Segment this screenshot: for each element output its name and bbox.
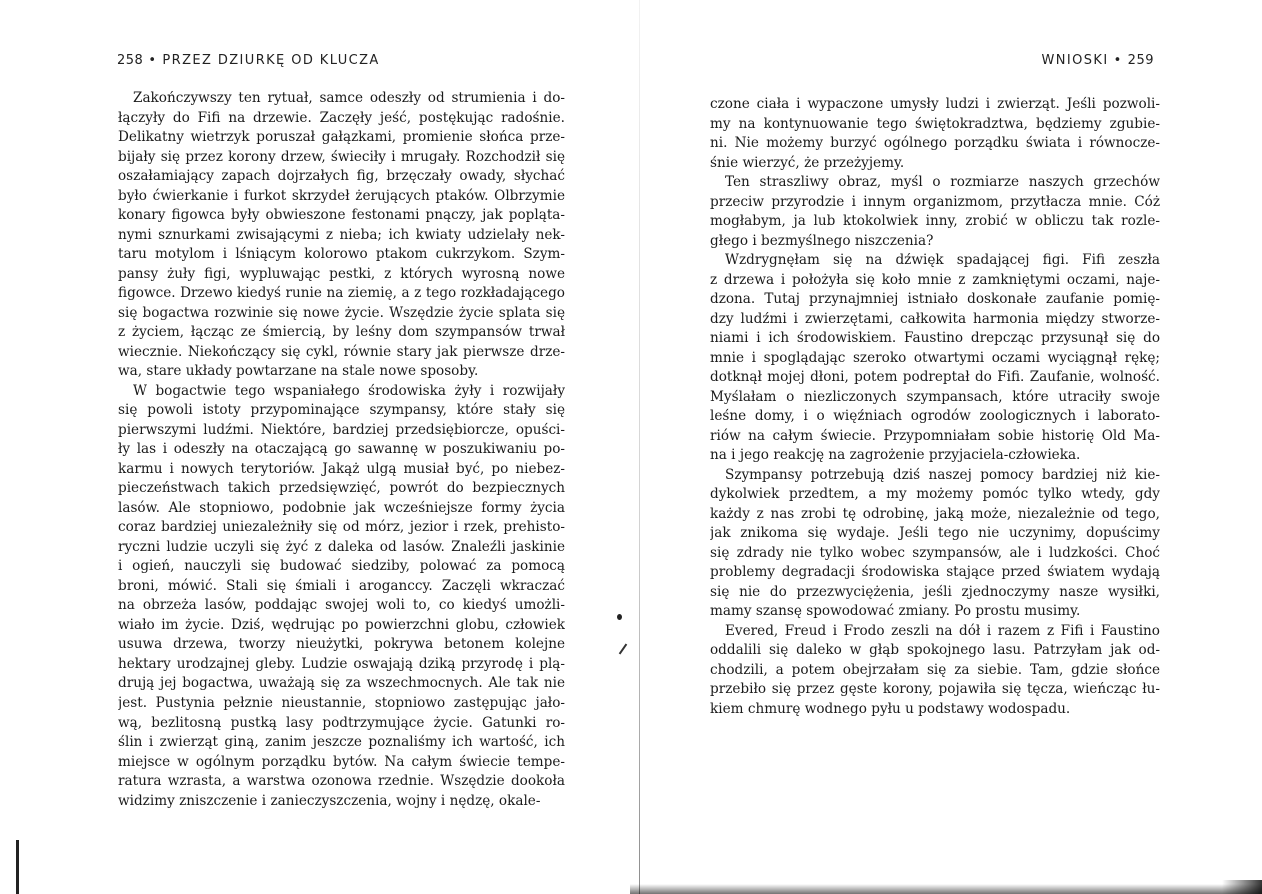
text-line: czone ciała i wypaczone umysły ludzi i zwierząt. Jeśli pozwoli- [710, 96, 1160, 112]
text-line: nymi sznurkami zwisającymi z nieba; ich kwiaty udzielały nek- [118, 226, 565, 243]
text-line: usuwa drzewa, tworzy nieużytki, pokrywa betonem kolejne [118, 636, 565, 653]
text-line: drują jej bogactwa, uważają się za wszechmocnych. Ale tak nie [118, 675, 565, 692]
text-line: mogłabym, ja lub ktokolwiek inny, zrobić w obliczu tak rozle- [710, 213, 1160, 230]
text-line: głego i bezmyślnego niszczenia? [710, 232, 934, 249]
text-line: dotknął mojej dłoni, potem podreptał do Fifi. Zaufanie, wolność. [710, 369, 1160, 386]
text-line: taru motylom i lśniącym kolorowo ptakom cukrzykom. Szym- [118, 246, 565, 263]
text-line: Wzdrygnęłam się na dźwięk spadającej figi. Fifi zeszła [725, 252, 1160, 269]
page-number: 259 [1127, 53, 1154, 68]
text-line: się zdrady nie tylko wobec szympansów, ale i ludzkości. Choć [710, 544, 1160, 561]
running-title: PRZEZ DZIURKĘ OD KLUCZA [162, 53, 380, 68]
text-line: niami i ich środowiskiem. Faustino drepcząc przysunął się do [710, 330, 1160, 347]
text-line: kiem chmurę wodnego pyłu u podstawy wodospadu. [710, 700, 1071, 717]
text-line: broni, mówić. Stali się śmiali i aroganccy. Zaczęli wkraczać [118, 577, 565, 594]
text-line: wa, stare układy powtarzane na stale nowe sposoby. [118, 363, 479, 380]
text-line: coraz bardziej uniezależniły się od mórz, jezior i rzek, prehisto- [118, 519, 565, 536]
right-page-body [710, 95, 1160, 720]
text-line: dzona. Tutaj przynajmniej istniało doskonałe zaufanie pomię- [710, 291, 1160, 308]
text-line: riów na całym świecie. Przypomniałam sobie historię Old Ma- [710, 427, 1160, 444]
left-page-header [117, 53, 380, 68]
text-line: W bogactwie tego wspaniałego środowiska żyły i rozwijały [133, 382, 565, 399]
right-page-header [1042, 53, 1154, 68]
page-number: 258 [117, 53, 144, 68]
text-line: wiało im życie. Dziś, wędrując po powierzchni globu, człowiek [118, 616, 565, 633]
paragraph [710, 173, 1160, 251]
header-bullet: • [1113, 53, 1123, 68]
paragraph [710, 622, 1160, 720]
text-line: z drzewa i położyła się koło mnie z zamkniętymi oczami, naje- [710, 271, 1160, 288]
scan-bottom-shadow [630, 884, 1262, 894]
margin-dot-mark [617, 614, 622, 620]
text-line: leśne domy, i o więźniach ogrodów zoologicznych i laborato- [710, 408, 1160, 425]
text-line: oddalili się daleko w głąb spokojnego lasu. Patrzyłam jak od- [710, 642, 1160, 659]
gutter-fold-line [639, 0, 640, 894]
paragraph [118, 89, 565, 382]
text-line: chodzili, a potem obejrzałam się za siebie. Tam, gdzie słońce [710, 661, 1160, 678]
text-line: łączyły do Fifi na drzewie. Zaczęły jeść, postękując radośnie. [118, 109, 565, 126]
text-line: bijały się przez korony drzew, świeciły i mrugały. Rozchodził się [118, 148, 565, 165]
text-line: pansy żuły figi, wypluwając pestki, z których wyrosną nowe [118, 265, 565, 282]
text-line: wiecznie. Niekończący się cykl, równie stary jak pierwsze drze- [118, 343, 565, 360]
text-line: pierwszymi ludźmi. Niektóre, bardziej przedsiębiorcze, opuści- [118, 421, 565, 438]
right-page [640, 0, 1262, 894]
text-line: Ten straszliwy obraz, myśl o rozmiarze naszych grzechów [725, 174, 1160, 191]
text-line: Myślałam o niezliczonych szympansach, które utraciły swoje [710, 388, 1160, 405]
text-line: jak znikoma się wydaje. Jeśli tego nie uczynimy, dopuścimy [710, 525, 1160, 542]
text-line: było ćwierkanie i furkot skrzydeł żerujących ptaków. Olbrzymie [118, 187, 565, 204]
text-line: się bogactwa rozwinie się nowe życie. Wszędzie życie splata się [118, 304, 565, 321]
text-line: mamy szansę spowodować zmiany. Po prostu musimy. [710, 603, 1081, 620]
text-line: jest. Pustynia pełznie nieustannie, stopniowo zastępując jało- [118, 694, 565, 711]
text-line: z życiem, łącząc ze śmiercią, by leśny dom szympansów trwał [118, 324, 565, 341]
text-line: śnie wierzyć, że przeżyjemy. [710, 154, 905, 171]
text-line: widzimy zniszczenie i zanieczyszczenia, wojny i nędzę, okale- [118, 792, 541, 809]
text-line: dykolwiek przedtem, a my możemy pomóc tylko wtedy, gdy [710, 486, 1160, 503]
paragraph [710, 251, 1160, 466]
text-line: Zakończywszy ten rytuał, samce odeszły od strumienia i do- [133, 90, 565, 106]
paragraph [118, 382, 565, 811]
paragraph [710, 95, 1160, 173]
book-gutter [636, 0, 644, 894]
text-line: na i jego reakcję na zagrożenie przyjaciela-człowieka. [710, 447, 1081, 464]
text-line: konary figowca były obwieszone festonami pnączy, jak popląta- [118, 207, 565, 224]
text-line: karmu i nowych terytoriów. Jakąż ulgą musiał być, po niebez- [118, 460, 565, 477]
text-line: przeciw przyrodzie i innym organizmom, przytłacza mnie. Cóż [710, 193, 1160, 210]
text-line: ni. Nie możemy burzyć ogólnego porządku świata i równocze- [710, 135, 1160, 152]
text-line: każdy z nas zrobi tę odrobinę, jaką może, niezależnie od tego, [710, 505, 1160, 522]
text-line: ślin i zwierząt giną, zanim jeszcze poznaliśmy ich wartość, ich [118, 734, 565, 751]
text-line: pieczeństwach takich przedsięwzięć, powrót do bezpiecznych [118, 480, 565, 497]
text-line: ratura wzrasta, a warstwa ozonowa rzednie. Wszędzie dookoła [118, 773, 565, 790]
text-line: Delikatny wietrzyk poruszał gałązkami, promienie słońca prze- [118, 129, 565, 146]
text-line: Szympansy potrzebują dziś naszej pomocy bardziej niż kie- [725, 466, 1160, 483]
text-line: my na kontynuowanie tego świętokradztwa, będziemy zgubie- [710, 115, 1160, 132]
text-line: miejsce w ogólnym porządku bytów. Na całym świecie tempe- [118, 753, 565, 770]
text-line: lasów. Ale stopniowo, podobnie jak wcześniejsze formy życia [118, 499, 565, 516]
text-line: oszałamiający zapach dojrzałych fig, brzęczały owady, słychać [118, 168, 565, 185]
left-page-body [118, 89, 565, 811]
text-line: mnie i spoglądając szeroko otwartymi oczami wyciągnął rękę; [710, 349, 1160, 366]
text-line: na obrzeża lasów, poddając swojej woli to, co kiedyś umożli- [118, 597, 565, 614]
text-line: figowce. Drzewo kiedyś runie na ziemię, a z tego rozkładającego [118, 285, 565, 302]
header-bullet: • [148, 53, 158, 68]
running-title: WNIOSKI [1041, 53, 1109, 68]
text-line: się nie do przezwyciężenia, jeśli zjednoczymy nasze wysiłki, [710, 583, 1160, 600]
paragraph [710, 466, 1160, 622]
text-line: hektary urodzajnej gleby. Ludzie oswajają dziką przyrodę i plą- [118, 655, 565, 672]
scan-corner-shadow [1222, 880, 1262, 894]
text-line: ryczni ludzie uczyli się żyć z daleka od lasów. Znaleźli jaskinie [118, 538, 565, 555]
text-line: się powoli istoty przypominające szympansy, które stały się [118, 402, 565, 419]
text-line: ły las i odeszły na otaczającą go sawannę w poszukiwaniu po- [118, 441, 565, 458]
text-line: problemy degradacji środowiska stające przed światem wydają [710, 564, 1160, 581]
text-line: wą, bezlitosną pustką lasy podtrzymujące życie. Gatunki ro- [118, 714, 565, 731]
scan-left-edge [16, 840, 19, 894]
text-line: dzy ludźmi i zwierzętami, całkowita harmonia między stworze- [710, 310, 1160, 327]
text-line: i ogień, nauczyli się budować siedziby, polować za pomocą [118, 558, 565, 575]
text-line: Evered, Freud i Frodo zeszli na dół i razem z Fifi i Faustino [725, 622, 1160, 639]
text-line: przebiło się przez gęste korony, pojawiła się tęcza, wieńcząc łu- [710, 681, 1160, 698]
